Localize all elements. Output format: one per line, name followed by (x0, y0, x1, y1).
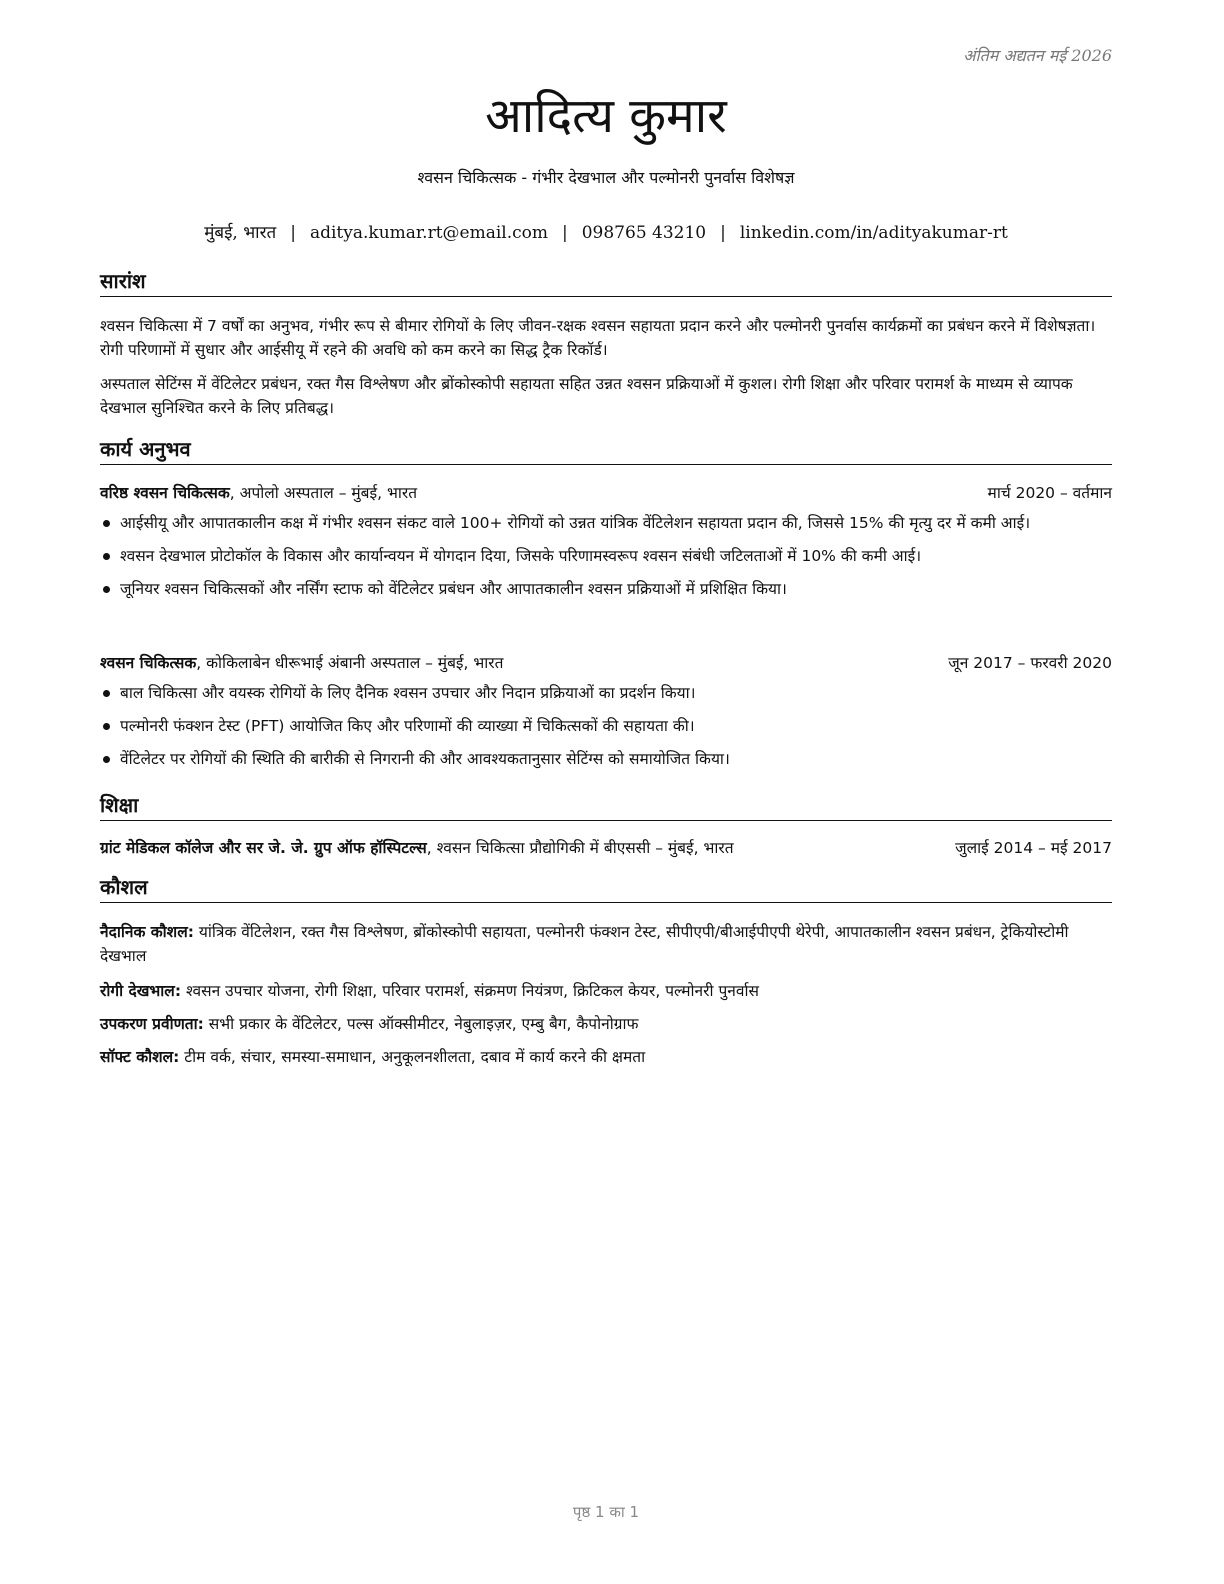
bullet-dot-icon (103, 690, 110, 697)
skill-label: सॉफ्ट कौशल: (100, 1048, 180, 1066)
skill-row (100, 920, 1112, 968)
education-dates: जुलाई 2014 – मई 2017 (955, 839, 1112, 857)
bullet-dot-icon (103, 553, 110, 560)
contact-linkedin[interactable]: linkedin.com/in/adityakumar-rt (739, 223, 1008, 243)
bullet-text: श्वसन देखभाल प्रोटोकॉल के विकास और कार्यान्वयन में योगदान दिया, जिसके परिणामस्वरूप श्वसन संबंधी जटिलताओं में 10% की कमी आई। (120, 547, 922, 565)
job-header (100, 652, 1112, 674)
summary-paragraph: श्वसन चिकित्सा में 7 वर्षों का अनुभव, गंभीर रूप से बीमार रोगियों के लिए जीवन-रक्षक श्वसन सहायता प्रदान करने और पल्मोनरी पुनर्वास कार्यक्रमों का प्रबंधन करने में विशेषज्ञता। रोगी परिणामों में सुधार और आईसीयू में रहने की अवधि को कम करने का सिद्ध ट्रैक रिकॉर्ड। (100, 317, 1096, 359)
job-organization: , कोकिलाबेन धीरूभाई अंबानी अस्पताल – मुंबई, भारत (196, 654, 504, 672)
contact-email[interactable]: aditya.kumar.rt@email.com (309, 223, 548, 243)
summary-paragraph: अस्पताल सेटिंग्स में वेंटिलेटर प्रबंधन, रक्त गैस विश्लेषण और ब्रोंकोस्कोपी सहायता सहित उन्नत श्वसन प्रक्रियाओं में कुशल। रोगी शिक्षा और परिवार परामर्श के माध्यम से व्यापक देखभाल सुनिश्चित करने के लिए प्रतिबद्ध। (100, 375, 1073, 417)
experience-heading: कार्य अनुभव (100, 436, 1112, 465)
bullet-text: वेंटिलेटर पर रोगियों की स्थिति की बारीकी से निगरानी की और आवश्यकतानुसार सेटिंग्स को समायोजित किया। (120, 750, 730, 768)
skill-row (100, 1045, 1112, 1069)
list-item (100, 714, 1112, 738)
contact-line (100, 220, 1112, 243)
bullet-dot-icon (103, 586, 110, 593)
job-dates: जून 2017 – फरवरी 2020 (948, 654, 1112, 672)
list-item (100, 577, 1112, 601)
job-dates: मार्च 2020 – वर्तमान (987, 484, 1112, 502)
skills-heading: कौशल (100, 874, 1112, 903)
candidate-subtitle: श्वसन चिकित्सक - गंभीर देखभाल और पल्मोनरी पुनर्वास विशेषज्ञ (417, 168, 795, 187)
skill-value: यांत्रिक वेंटिलेशन, रक्त गैस विश्लेषण, ब्रोंकोस्कोपी सहायता, पल्मोनरी फंक्शन टेस्ट, सीपीएपी/बीआईपीएपी थेरेपी, आपातकालीन श्वसन प्रबंधन, ट्रेकियोस्टोमी देखभाल (100, 923, 1069, 965)
skill-value: श्वसन उपचार योजना, रोगी शिक्षा, परिवार परामर्श, संक्रमण नियंत्रण, क्रिटिकल केयर, पल्मोनरी पुनर्वास (181, 982, 759, 1000)
contact-phone[interactable]: 098765 43210 (581, 223, 707, 243)
bullet-text: बाल चिकित्सा और वयस्क रोगियों के लिए दैनिक श्वसन उपचार और निदान प्रक्रियाओं का प्रदर्शन किया। (120, 684, 696, 702)
contact-separator: | (562, 223, 568, 243)
contact-location: मुंबई, भारत (204, 223, 277, 243)
bullet-dot-icon (103, 756, 110, 763)
bullet-dot-icon (103, 520, 110, 527)
skill-label: उपकरण प्रवीणता: (100, 1015, 204, 1033)
education-entry (100, 837, 1112, 859)
job-role: श्वसन चिकित्सक (100, 654, 197, 672)
education-degree: , श्वसन चिकित्सा प्रौद्योगिकी में बीएससी – मुंबई, भारत (426, 839, 734, 857)
skill-value: टीम वर्क, संचार, समस्या-समाधान, अनुकूलनशीलता, दबाव में कार्य करने की क्षमता (179, 1048, 646, 1066)
list-item (100, 511, 1112, 535)
bullet-text: पल्मोनरी फंक्शन टेस्ट (PFT) आयोजित किए और परिणामों की व्याख्या में चिकित्सकों की सहायता की। (120, 717, 695, 735)
education-institution: ग्रांट मेडिकल कॉलेज और सर जे. जे. ग्रुप ऑफ हॉस्पिटल्स (100, 839, 427, 857)
contact-separator: | (720, 223, 726, 243)
summary-heading: सारांश (100, 268, 1112, 297)
list-item (100, 681, 1112, 705)
skill-label: नैदानिक कौशल: (100, 923, 194, 941)
resume-page (100, 0, 1112, 1584)
skill-label: रोगी देखभाल: (100, 982, 182, 1000)
job-header (100, 482, 1112, 504)
bullet-text: जूनियर श्वसन चिकित्सकों और नर्सिंग स्टाफ को वेंटिलेटर प्रबंधन और आपातकालीन श्वसन प्रक्रियाओं में प्रशिक्षित किया। (120, 580, 787, 598)
job-role: वरिष्ठ श्वसन चिकित्सक (100, 484, 230, 502)
skill-row (100, 1012, 1112, 1036)
education-heading: शिक्षा (100, 792, 1112, 821)
bullet-text: आईसीयू और आपातकालीन कक्ष में गंभीर श्वसन संकट वाले 100+ रोगियों को उन्नत यांत्रिक वेंटिलेशन सहायता प्रदान की, जिससे 15% की मृत्यु दर में कमी आई। (120, 514, 1031, 532)
list-item (100, 747, 1112, 771)
job-organization: , अपोलो अस्पताल – मुंबई, भारत (229, 484, 418, 502)
candidate-name: आदित्य कुमार (485, 88, 727, 144)
bullet-dot-icon (103, 723, 110, 730)
page-number: पृष्ठ 1 का 1 (572, 1503, 640, 1521)
last-updated: अंतिम अद्यतन मई 2026 (963, 46, 1112, 65)
list-item (100, 544, 1112, 568)
skill-value: सभी प्रकार के वेंटिलेटर, पल्स ऑक्सीमीटर, नेबुलाइज़र, एम्बु बैग, कैपोनोग्राफ (203, 1015, 639, 1033)
contact-separator: | (290, 223, 296, 243)
job-bullets (100, 511, 1112, 610)
job-bullets (100, 681, 1112, 780)
skill-row (100, 979, 1112, 1003)
